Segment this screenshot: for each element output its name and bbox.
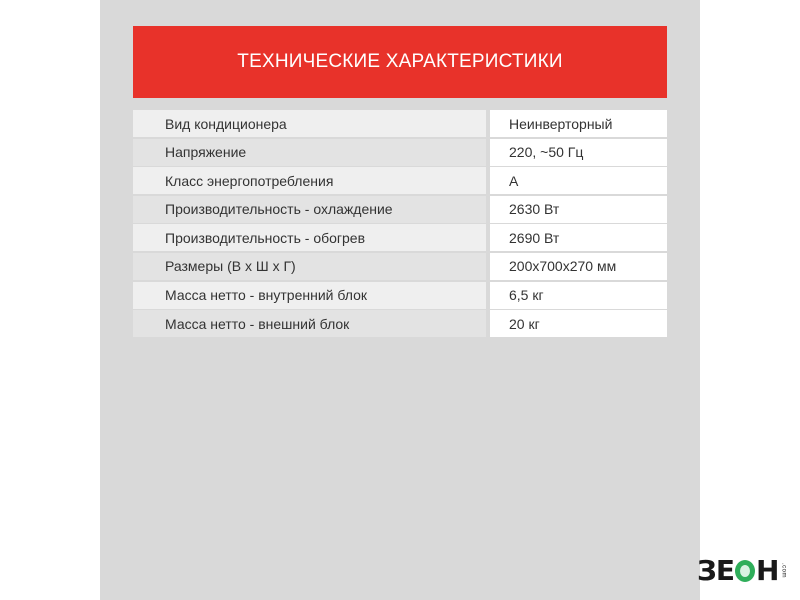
section-header	[133, 26, 667, 98]
spec-label: Производительность - охлаждение	[133, 196, 486, 223]
spec-row	[133, 224, 667, 251]
spec-value: 6,5 кг	[490, 282, 667, 309]
spec-value: 2630 Вт	[490, 196, 667, 223]
spec-row	[133, 253, 667, 280]
spec-row	[133, 196, 667, 223]
spec-row	[133, 310, 667, 337]
logo-wordmark	[697, 554, 779, 587]
spec-value: 2690 Вт	[490, 224, 667, 251]
spec-label: Размеры (В х Ш х Г)	[133, 253, 486, 280]
spec-row	[133, 282, 667, 309]
spec-row	[133, 139, 667, 166]
specs-table	[133, 110, 667, 339]
logo-text-right: Н	[756, 554, 779, 587]
spec-row	[133, 110, 667, 137]
logo-o-icon	[735, 560, 755, 582]
spec-value: A	[490, 167, 667, 194]
logo-domain: .com	[780, 563, 787, 579]
spec-value: 200х700х270 мм	[490, 253, 667, 280]
brand-logo	[697, 553, 797, 589]
spec-label: Вид кондиционера	[133, 110, 486, 137]
spec-row	[133, 167, 667, 194]
spec-value: Неинверторный	[490, 110, 667, 137]
spec-label: Масса нетто - внутренний блок	[133, 282, 486, 309]
spec-label: Масса нетто - внешний блок	[133, 310, 486, 337]
spec-label: Класс энергопотребления	[133, 167, 486, 194]
spec-label: Напряжение	[133, 139, 486, 166]
spec-value: 220, ~50 Гц	[490, 139, 667, 166]
spec-label: Производительность - обогрев	[133, 224, 486, 251]
spec-value: 20 кг	[490, 310, 667, 337]
logo-text-left: ЗЕ	[697, 554, 735, 587]
section-title: ТЕХНИЧЕСКИЕ ХАРАКТЕРИСТИКИ	[237, 51, 563, 72]
